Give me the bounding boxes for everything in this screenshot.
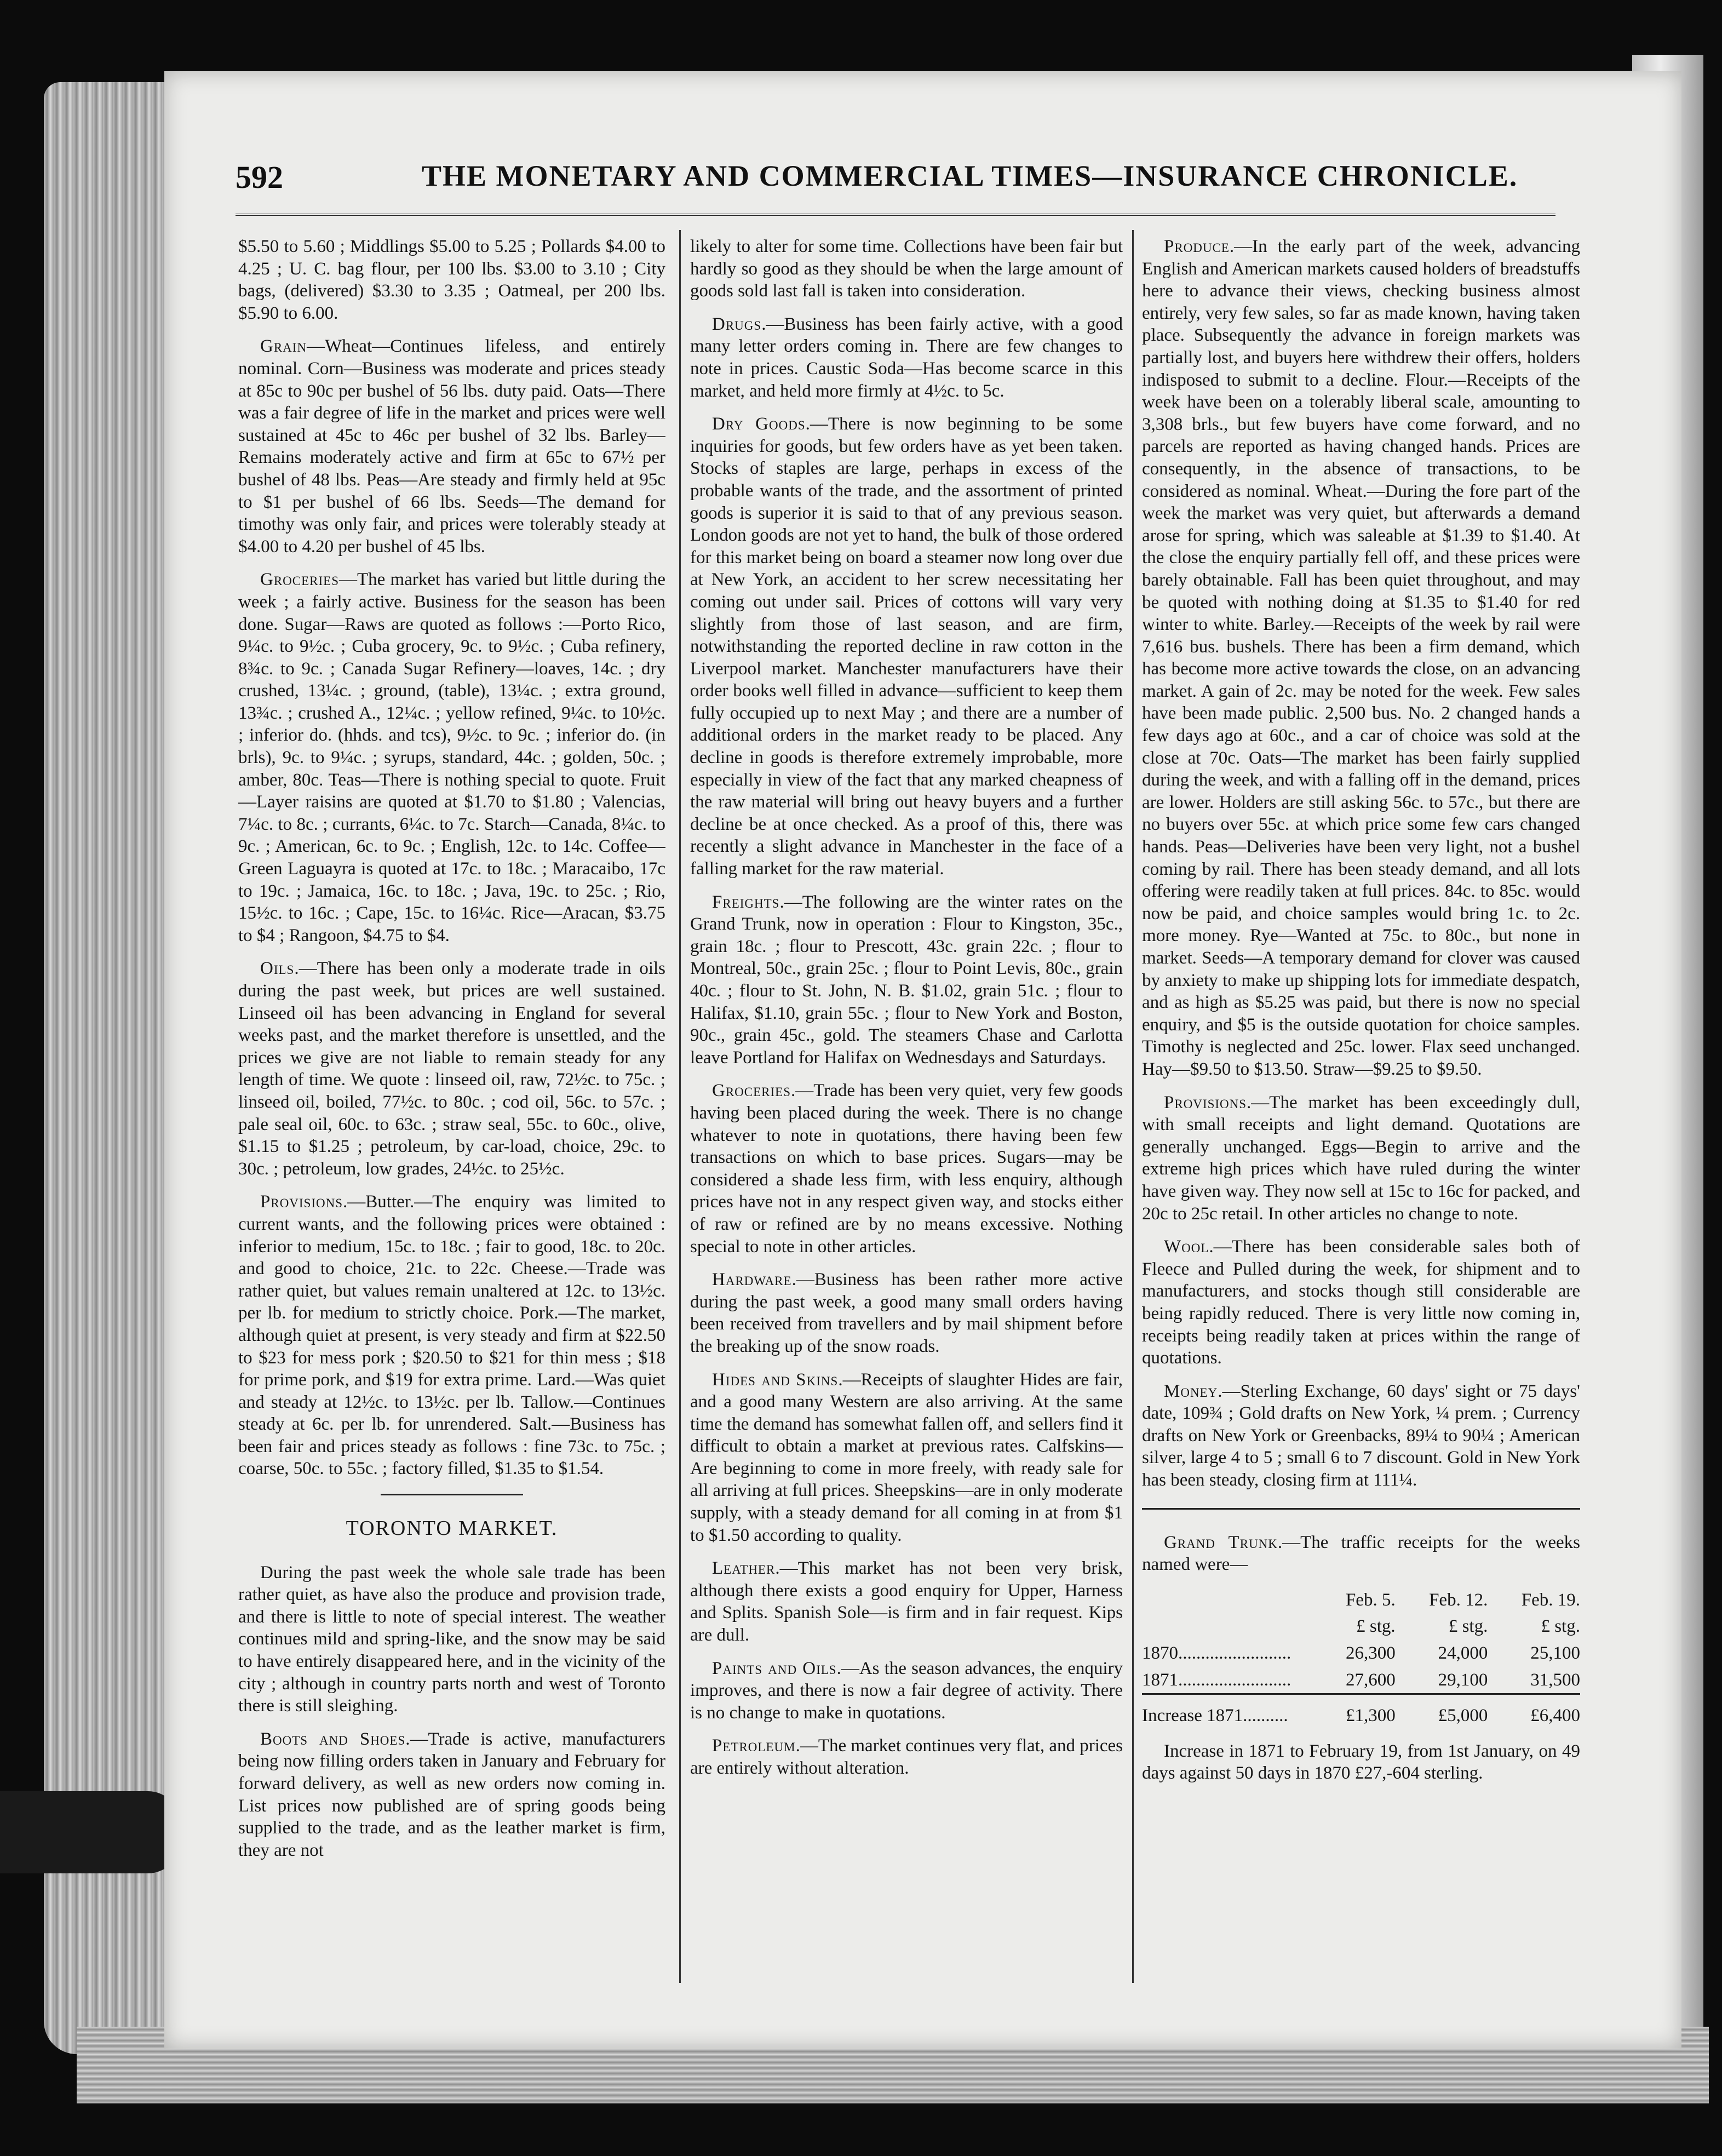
groceries-paragraph: [238, 569, 665, 947]
table-cell: 29,100: [1438, 1670, 1488, 1690]
section-text: .—There is now beginning to be some inquiries for goods, but few orders have as yet been taken. Stocks of staples are large, perhaps in excess of the probable wants of the trade, and the assortment of printed goods is superior it is said to that of any previous season. London goods are not yet to hand, the bulk of those ordered for this market being on board a steamer now long over due at New York, an accident to her screw necessitating her coming out under sail. Prices of cottons will vary very slightly from those of last season, and are firm, notwithstanding the reported decline in raw cotton in the Liverpool market. Manchester manufacturers have their order books well filled in advance—sufficient to keep them fully occupied up to next May ; and there are a number of additional orders in the market ready to be placed. Any decline in goods is therefore extremely improbable, more especially in view of the fact that any marked cheapness of the raw material will bring out heavy buyers and a further decline be at once checked. As a proof of this, there was recently a slight advance in Manchester in the face of a falling market for the raw material.: [690, 414, 1123, 879]
page-title: THE MONETARY AND COMMERCIAL TIMES—INSURANCE CHRONICLE.: [422, 159, 1518, 192]
section-text: .—Business has been fairly active, with a good many letter orders coming in. There are few changes to note in prices. Caustic Soda—Has become scarce in this market, and held more firmly at 4½c. to 5c.: [690, 314, 1123, 401]
table-corner-cell: [1142, 1613, 1317, 1640]
table-cell: £5,000: [1396, 1694, 1488, 1729]
toronto-market-heading: TORONTO MARKET.: [346, 1517, 558, 1540]
section-text: .—Trade is active, manufacturers being now filling orders taken in January and February for forward delivery, as well as new orders now coming in. List prices now published are of spring goods being supplied to the trade, and as the leather market is firm, they are not: [238, 1729, 665, 1860]
table-cell: 24,000: [1438, 1643, 1488, 1664]
section-heading: Freights: [712, 892, 780, 912]
drugs-paragraph: [690, 313, 1123, 402]
section-heading: Groceries: [260, 570, 340, 590]
row-label: Increase 1871..........: [1142, 1694, 1317, 1729]
section-heading: Hides and Skins: [712, 1369, 839, 1390]
section-text: .—This market has not been very brisk, although there exists a good enquiry for Upper, Harness and Splits. Spanish Sole—is firm and in fair request. Kips are dull.: [690, 1558, 1123, 1645]
section-heading: Dry Goods: [712, 414, 806, 434]
provisions-paragraph: [238, 1191, 665, 1480]
toronto-market-paragraph: During the past week the whole sale trade has been rather quiet, as have also the produce and provision trade, and there is little to note of special interest. The weather continues mild and spring-like, and the snow may be said to have entirely disappeared here, and in the vicinity of the city ; although in country parts north and west of Toronto there is still sleighing.: [238, 1562, 665, 1716]
section-text: .—In the early part of the week, advancing English and American markets caused holders of breadstuffs here to advance their views, checking business almost entirely, very few sales, so far as made known, having taken place. Subsequently the advance in foreign markets was partially lost, and buyers here withdrew their offers, holders indisposed to submit to a decline. Flour.—Receipts of the week have been on a tolerably liberal scale, amounting to 3,308 brls., but few buyers have come forward, and no parcels are reported as having changed hands. Prices are consequently, in the absence of transactions, to be considered as nominal. Wheat.—During the fore part of the week the market was very quiet, but afterwards a demand arose for spring, which was saleable at $1.39 to $1.40. At the close the enquiry partially fell off, and these prices were barely obtainable. Fall has been quiet throughout, and may be quoted with nothing doing at $1.35 to $1.40 for red winter to white. Barley.—Receipts of the week by rail were 7,616 bus. bushels. There has been a firm demand, which has become more active towards the close, on an advancing market. A gain of 2c. may be noted for the week. Few sales have been made public. 2,500 bus. No. 2 changed hands a few days ago at 60c., and a car of choice was sold at the close at 70c. Oats—The market has been fairly supplied during the week, and with a falling off in the demand, prices are lower. Holders are still asking 56c. to 57c., but there are no buyers over 55c. at which price some few cars changed hands. Peas—Deliveries have been very light, not a bushel coming by rail. There has been steady demand, and all lots offering were readily taken at full prices. 84c. to 85c. would now be paid, and choice samples would bring 1c. to 2c. more money. Rye—Wanted at 75c. to 80c., but none in market. Seeds—A temporary demand for clover was caused by anxiety to make up shipping lots for immediate despatch, and as high as $5.25 was paid, but there is now no special enquiry, and $5 is the outside quotation for choice samples. Timothy is neglected and 25c. lower. Flax seed unchanged. Hay—$9.50 to $13.50. Straw—$9.25 to $9.50.: [1142, 237, 1580, 1079]
table-row: [1142, 1640, 1580, 1667]
column-header: Feb. 12.: [1429, 1590, 1488, 1610]
section-heading: Oils: [260, 959, 295, 979]
unit-cell: £ stg.: [1541, 1616, 1580, 1637]
produce-paragraph: [1142, 236, 1580, 1081]
section-heading: Petroleum: [712, 1736, 796, 1756]
section-heading: Drugs: [712, 314, 762, 334]
section-heading: Paints and Oils: [712, 1658, 837, 1678]
section-text: .—The market continues very flat, and prices are entirely without alteration.: [690, 1736, 1123, 1778]
column-2: [690, 236, 1123, 1988]
table-unit-row: [1142, 1613, 1580, 1640]
table-cell: 31,500: [1530, 1670, 1580, 1690]
section-text: .—Receipts of slaughter Hides are fair, and a good many Western are also arriving. At the same time the demand has somewhat fallen off, and sellers find it difficult to obtain a market at previous rates. Calfskins—Are beginning to come in more freely, with ready sale for all arriving at full prices. Sheepskins—are in only moderate supply, with a steady demand for all coming in at from $1 to $1.50 according to quality.: [690, 1369, 1123, 1545]
boots-shoes-paragraph: [238, 1728, 665, 1862]
groceries-paragraph: [690, 1080, 1123, 1258]
section-rule: [1142, 1508, 1580, 1510]
section-text: .—Sterling Exchange, 60 days' sight or 75 days' date, 109¾ ; Gold drafts on New York, ¼ prem. ; Currency drafts on New York or Greenbacks, 89¼ to 90¼ ; American silver, large 4 to 5 ; small 6 to 7 discount. Gold in New York has been steady, closing firm at 111¼.: [1142, 1381, 1580, 1490]
grain-paragraph: [238, 335, 665, 558]
row-label: 1871.........................: [1142, 1670, 1292, 1690]
section-heading: Wool: [1164, 1237, 1209, 1257]
section-heading: Provisions: [260, 1192, 343, 1212]
section-text: .—The traffic receipts for the weeks named were—: [1142, 1532, 1580, 1575]
section-heading: Produce: [1164, 237, 1230, 256]
leather-paragraph: [690, 1557, 1123, 1646]
page-header: [236, 153, 1550, 203]
column-3: [1142, 236, 1580, 1988]
section-heading: Hardware: [712, 1270, 792, 1290]
section-break: [238, 1494, 665, 1495]
unit-cell: £ stg.: [1356, 1616, 1396, 1637]
wool-paragraph: [1142, 1236, 1580, 1369]
header-rule: [236, 214, 1555, 216]
unit-cell: £ stg.: [1448, 1616, 1488, 1637]
section-text: .—Butter.—The enquiry was limited to current wants, and the following prices were obtained : inferior to medium, 15c. to 18c. ; fair to good, 18c. to 20c. and good to choice, 21c. to 22c. Cheese.—Trade was rather quiet, but values remain unaltered at 12c. to 13½c. per lb. for medium to strictly choice. Pork.—The market, although quiet at present, is very steady and firm at $22.50 to $23 for mess pork ; $20.50 to $21 for thin mess ; $18 for prime pork, and $19 for extra prime. Lard.—Was quiet and steady at 12½c. to 13½c. per lb. Tallow.—Continues steady at 6c. per lb. for unrendered. Salt.—Business has been fair and prices steady as follows : fine 73c. to 75c. ; coarse, 50c. to 55c. ; factory filled, $1.35 to $1.54.: [238, 1192, 665, 1479]
section-text: .—Trade has been very quiet, very few goods having been placed during the week. There is no change whatever to note in quotations, there having been few transactions on which to base prices. Sugars—may be considered a shade less firm, with less enquiry, although prices have not in any respect given way, and stocks either of raw or refined are by no means excessive. Nothing special to note in other articles.: [690, 1081, 1123, 1257]
short-rule: [381, 1494, 523, 1495]
section-text: —Wheat—Continues lifeless, and entirely nominal. Corn—Business was moderate and prices steady at 85c to 90c per bushel of 56 lbs. duty paid. Oats—There was a fair degree of life in the market and prices were well sustained at 45c to 46c per bushel of 32 lbs. Barley—Remains moderately active and firm at 65c to 67½ per bushel of 48 lbs. Peas—Are steady and firmly held at 95c to $1 per bushel of 66 lbs. Seeds—The demand for timothy was only fair, and prices were tolerably steady at $4.00 to 4.20 per bushel of 45 lbs.: [238, 336, 665, 557]
grand-trunk-paragraph: [1142, 1532, 1580, 1576]
page-number: 592: [236, 159, 283, 195]
grand-trunk-receipts-table: [1142, 1587, 1580, 1729]
dry-goods-paragraph: [690, 413, 1123, 880]
section-heading: Provisions: [1164, 1092, 1247, 1113]
column-divider: [679, 230, 681, 1983]
table-cell: 26,300: [1345, 1643, 1396, 1664]
petroleum-paragraph: [690, 1735, 1123, 1779]
money-paragraph: [1142, 1380, 1580, 1492]
flour-continued-paragraph: $5.50 to 5.60 ; Middlings $5.00 to 5.25 ; Pollards $4.00 to 4.25 ; U. C. bag flour, per 100 lbs. $3.00 to 3.10 ; City bags, (delivered) $3.30 to 3.35 ; Oatmeal, per 200 lbs. $5.90 to 6.00.: [238, 237, 665, 323]
oils-paragraph: [238, 957, 665, 1180]
column-1: [238, 236, 665, 1988]
section-text: —The market has varied but little during the week ; a fairly active. Business for the season has been done. Sugar—Raws are quoted as follows :—Porto Rico, 9¼c. to 9½c. ; Cuba grocery, 9c. to 9½c. ; Cuba refinery, 8¾c. to 9c. ; Canada Sugar Refinery—loaves, 14c. ; dry crushed, 13¼c. ; ground, (table), 13¼c. ; extra ground, 13¾c. ; crushed A., 12¼c. ; yellow refined, 9¼c. to 10½c. ; inferior do. (hhds. and tcs), 9½c. to 9c. ; inferior do. (in brls), 9c. to 9¼c. ; syrups, standard, 44c. ; golden, 50c. ; amber, 80c. Teas—There is nothing special to quote. Fruit—Layer raisins are quoted at $1.70 to $1.80 ; Valencias, 7¼c. to 8c. ; currants, 6¼c. to 7c. Starch—Canada, 8¼c. to 9c. ; American, 6c. to 9c. ; English, 12c. to 14c. Coffee—Green Laguayra is quoted at 17c. to 18c. ; Maracaibo, 17c to 19c. ; Jamaica, 16c. to 18c. ; Java, 19c. to 25c. ; Rio, 15½c. to 16c. ; Cape, 15c. to 16¼c. Rice—Aracan, $3.75 to $4 ; Rangoon, $4.75 to $4.: [238, 570, 665, 945]
section-text: .—Business has been rather more active during the past week, a good many small orders having been received from travellers and by mail shipment before the breaking up of the snow roads.: [690, 1270, 1123, 1356]
column-divider: [1132, 230, 1134, 1983]
grand-trunk-closing-paragraph: Increase in 1871 to February 19, from 1st January, on 49 days against 50 days in 1870 £27,-604 sterling.: [1142, 1741, 1580, 1784]
provisions-paragraph: [1142, 1092, 1580, 1225]
paints-oils-paragraph: [690, 1658, 1123, 1724]
freights-paragraph: [690, 891, 1123, 1069]
section-text: .—There has been considerable sales both of Fleece and Pulled during the week, for shipment and to manufacturers, and stocks though still considerable are being rapidly reduced. There is very little now coming in, receipts being readily taken at prices within the range of quotations.: [1142, 1237, 1580, 1368]
table-cell: 25,100: [1530, 1643, 1580, 1664]
column-header: Feb. 19.: [1521, 1590, 1580, 1610]
boots-continued-paragraph: likely to alter for some time. Collections have been fair but hardly so good as they should be when the large amount of goods sold last fall is taken into consideration.: [690, 237, 1123, 301]
table-row: [1142, 1667, 1580, 1694]
section-heading: Grand Trunk: [1164, 1532, 1278, 1552]
row-label: 1870.........................: [1142, 1643, 1292, 1664]
table-cell: £1,300: [1317, 1694, 1396, 1729]
table-total-row: [1142, 1694, 1580, 1729]
section-heading: Boots and Shoes: [260, 1729, 406, 1749]
table-cell: £6,400: [1488, 1694, 1580, 1729]
hardware-paragraph: [690, 1269, 1123, 1357]
table-corner-cell: [1142, 1587, 1317, 1614]
section-text: .—The market has been exceedingly dull, with small receipts and light demand. Quotations are generally unchanged. Eggs—Begin to arrive and the extreme high prices which have ruled during the winter have given way. They now sell at 15c to 16c for packed, and 20c to 25c retail. In other articles no change to note.: [1142, 1092, 1580, 1224]
section-heading: Groceries: [712, 1081, 791, 1101]
book-page-edges-left: [44, 82, 181, 2054]
section-text: .—As the season advances, the enquiry improves, and there is now a fair degree of activity. There is no change to make in quotations.: [690, 1658, 1123, 1723]
section-text: .—The following are the winter rates on the Grand Trunk, now in operation : Flour to Kingston, 35c., grain 18c. ; flour to Prescott, 43c. grain 22c. ; flour to Montreal, 50c., grain 25c. ; flour to Point Levis, 80c., grain 40c. ; flour to St. John, N. B. $1.02, grain 51c. ; flour to Halifax, $1.10, grain 55c. ; flour to New York and Boston, 90c., grain 45c., gold. The steamers Chase and Carlotta leave Portland for Halifax on Wednesdays and Saturdays.: [690, 892, 1123, 1068]
column-header: Feb. 5.: [1345, 1590, 1396, 1610]
newspaper-page: [164, 71, 1681, 2049]
table-cell: 27,600: [1345, 1670, 1396, 1690]
table-header-row: [1142, 1587, 1580, 1614]
hides-skins-paragraph: [690, 1369, 1123, 1547]
section-heading: Grain: [260, 336, 307, 357]
section-text: .—There has been only a moderate trade in oils during the past week, but prices are well sustained. Linseed oil has been advancing in England for several weeks past, and the market therefore is unsettled, and the prices we give are not liable to remain steady for any length of time. We quote : linseed oil, raw, 72½c. to 75c. ; linseed oil, boiled, 77½c. to 80c. ; cod oil, 56c. to 57c. ; pale seal oil, 60c. to 63c. ; straw seal, 55c. to 60c., olive, $1.15 to $1.25 ; petroleum, by car-load, choice, 29c. to 30c. ; petroleum, low grades, 24½c. to 25½c.: [238, 959, 665, 1179]
section-heading: Money: [1164, 1381, 1218, 1401]
section-heading: Leather: [712, 1558, 776, 1579]
scanner-clip: [0, 1791, 181, 1873]
